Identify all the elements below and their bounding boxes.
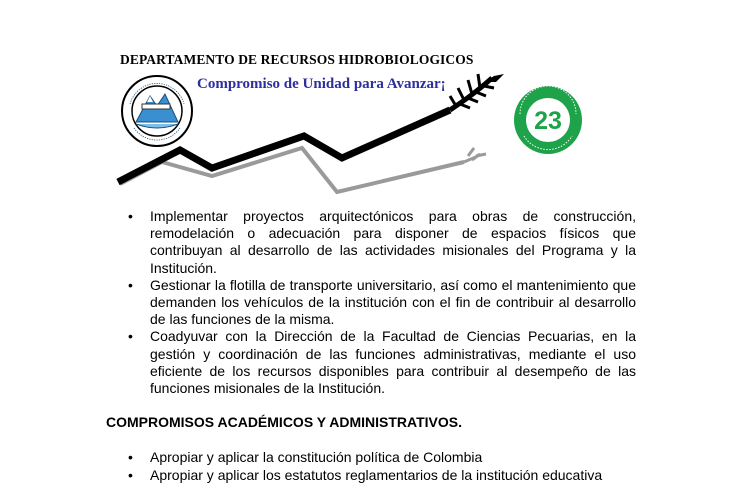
functions-list xyxy=(106,208,636,397)
list-item xyxy=(106,277,636,329)
document-body xyxy=(106,208,636,484)
list-item xyxy=(106,208,636,277)
list-item-text: Implementar proyectos arquitectónicos para obras de construcción, remodelación o adecuación para disponer de espacios físicos que contribuyan al desarrollo de las actividades misionales del Programa y la Institución. xyxy=(150,208,636,276)
list-item xyxy=(106,467,636,484)
anniversary-23-seal xyxy=(512,84,584,156)
list-item xyxy=(106,449,636,466)
commitments-list xyxy=(106,449,636,483)
hydrobiology-program-seal xyxy=(120,74,194,148)
bullet-icon: • xyxy=(128,328,133,345)
list-item-text: Coadyuvar con la Dirección de la Facultad de Ciencias Pecuarias, en la gestión y coordinación de las funciones administrativas, mediante el uso eficiente de los recursos disponibles para contribuir al desempeño de las funciones misionales de la Institución. xyxy=(150,328,636,397)
list-item-text: Apropiar y aplicar la constitución política de Colombia xyxy=(150,449,483,466)
section-heading: COMPROMISOS ACADÉMICOS Y ADMINISTRATIVOS. xyxy=(106,414,462,431)
seal-number: 23 xyxy=(534,107,562,135)
bullet-icon: • xyxy=(128,466,133,483)
list-item-text: Gestionar la flotilla de transporte universitario, así como el mantenimiento que demanden los vehículos de la institución con el fin de contribuir al desarrollo de las funciones de la misma. xyxy=(150,276,636,328)
slogan: Compromiso de Unidad para Avanzar¡ xyxy=(197,76,446,92)
bullet-icon: • xyxy=(128,276,133,293)
list-item xyxy=(106,328,636,397)
bullet-icon: • xyxy=(128,449,133,466)
department-title: DEPARTAMENTO DE RECURSOS HIDROBIOLOGICOS xyxy=(120,52,474,67)
list-item-text: Apropiar y aplicar los estatutos reglamentarios de la institución educativa xyxy=(150,466,603,483)
bullet-icon: • xyxy=(128,208,133,224)
